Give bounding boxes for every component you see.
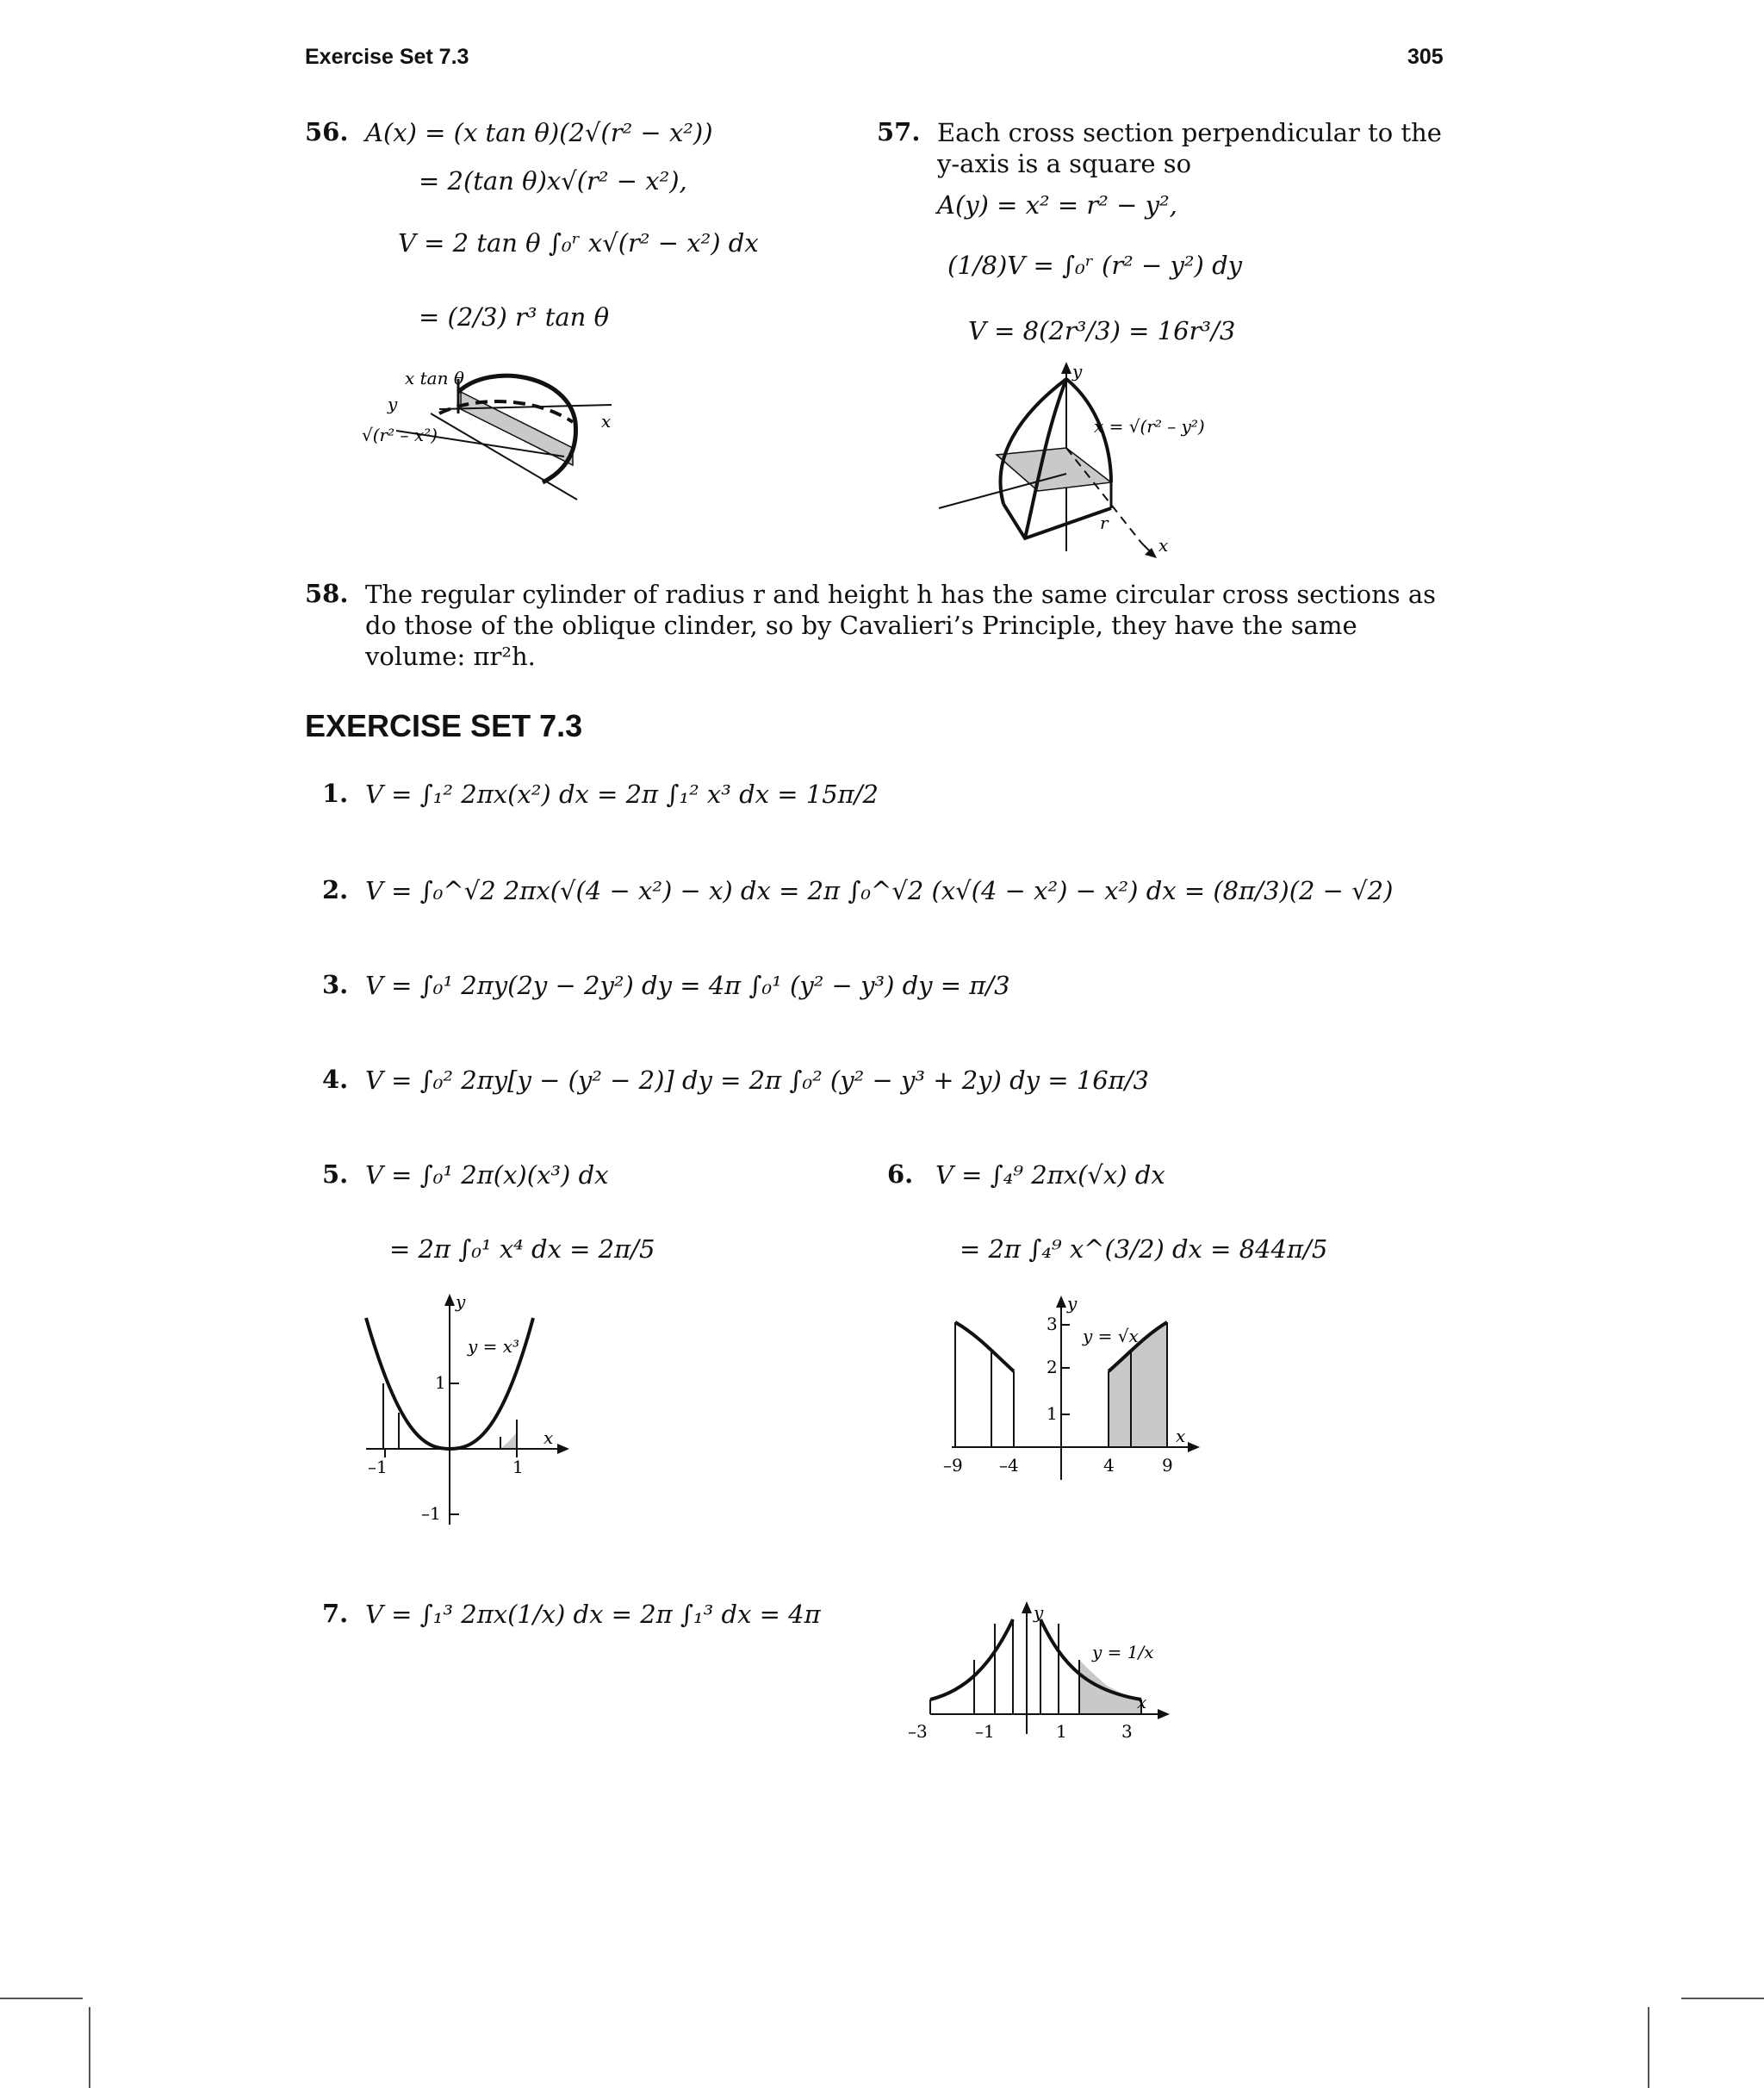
problem-56-number: 56. [305,117,349,146]
problem-57-line-4: (1/8)V = ∫₀ʳ (r² − y²) dy [947,251,1243,280]
exercise-6-number: 6. [887,1159,914,1189]
exercise-5-line-1: V = ∫₀¹ 2π(x)(x³) dx [365,1160,609,1190]
label-x: x [601,411,612,432]
xtick-minus-9: –9 [943,1455,963,1476]
tick-2: 2 [1047,1357,1058,1377]
label-y: y [1072,361,1083,382]
problem-56-line-4: = (2/3) r³ tan θ [419,302,610,332]
xtick-minus-1: –1 [368,1457,388,1477]
exercise-7-number: 7. [322,1599,349,1628]
label-y: y [1067,1293,1078,1314]
problem-56-line-1: A(x) = (x tan θ)(2√(r² − x²)) [365,118,713,147]
exercise-7-equation: V = ∫₁³ 2πx(1/x) dx = 2π ∫₁³ dx = 4π [365,1600,821,1629]
label-curve-eq: x = √(r² – y²) [1094,416,1205,437]
figure-6-graph [935,1292,1210,1499]
label-y: y [388,394,398,414]
tick-3: 3 [1047,1314,1058,1334]
exercise-5-number: 5. [322,1159,349,1189]
problem-57-line-3: A(y) = x² = r² − y², [937,190,1177,220]
xtick-minus-1: –1 [975,1721,995,1742]
label-x: x [1176,1426,1186,1446]
exercise-2-equation: V = ∫₀^√2 2πx(√(4 − x²) − x) dx = 2π ∫₀^√2 (x√(4 − x²) − x²) dx = (8π/3)(2 − √2) [365,876,1394,905]
section-title: EXERCISE SET 7.3 [305,708,583,743]
square-cross-section [997,448,1111,491]
curve-left-branch [930,1619,1013,1700]
label-y: y [1034,1602,1044,1623]
crop-marks [0,1981,1764,2088]
curve-left-branch [955,1322,1014,1371]
label-r: r [1100,513,1109,533]
xtick-minus-4: –4 [999,1455,1019,1476]
label-x: x [1137,1692,1147,1712]
exercise-4-number: 4. [322,1065,349,1094]
tick-minus-1: –1 [421,1503,441,1524]
tick-1: 1 [435,1372,446,1393]
problem-58-text: The regular cylinder of radius r and height h has the same circular cross sections as do those of the oblique clinder, so by Cavalieri’s Principle, they have the same volume: πr²h. [365,580,1437,671]
problem-56-line-3: V = 2 tan θ ∫₀ʳ x√(r² − x²) dx [398,228,759,258]
exercise-6-line-2: = 2π ∫₄⁹ x^(3/2) dx = 844π/5 [960,1234,1328,1264]
problem-57-line-5: V = 8(2r³/3) = 16r³/3 [968,316,1236,345]
label-curve: y = x³ [468,1336,520,1357]
label-curve: y = √x [1083,1326,1139,1346]
label-x-tan-theta: x tan θ [405,368,464,388]
problem-57-number: 57. [877,117,921,146]
exercise-5-line-2: = 2π ∫₀¹ x⁴ dx = 2π/5 [389,1234,655,1264]
exercise-1-number: 1. [322,779,349,808]
problem-57-line-1: Each cross section perpendicular to the [937,118,1442,147]
label-sqrt: √(r² – x²) [362,425,438,445]
exercise-3-number: 3. [322,970,349,999]
exercise-6-line-1: V = ∫₄⁹ 2πx(√x) dx [935,1160,1165,1190]
figure-5-graph [349,1292,573,1533]
xtick-1: 1 [512,1457,524,1477]
xtick-1: 1 [1056,1721,1067,1742]
problem-58-number: 58. [305,579,349,608]
xtick-3: 3 [1121,1721,1133,1742]
label-x: x [1158,535,1169,556]
running-header: Exercise Set 7.3 [305,45,469,69]
figure-57-solid [935,362,1219,560]
xtick-4: 4 [1103,1455,1115,1476]
exercise-4-equation: V = ∫₀² 2πy[y − (y² − 2)] dy = 2π ∫₀² (y² − y³ + 2y) dy = 16π/3 [365,1066,1149,1095]
exercise-3-equation: V = ∫₀¹ 2πy(2y − 2y²) dy = 4π ∫₀¹ (y² − y³) dy = π/3 [365,971,1010,1000]
figure-7-graph [896,1598,1180,1749]
xtick-9: 9 [1162,1455,1173,1476]
xtick-minus-3: –3 [908,1721,928,1742]
tick-1: 1 [1047,1403,1058,1424]
exercise-1-equation: V = ∫₁² 2πx(x²) dx = 2π ∫₁² x³ dx = 15π/2 [365,780,879,809]
label-curve: y = 1/x [1092,1642,1154,1662]
exercise-2-number: 2. [322,875,349,904]
page-number: 305 [1407,45,1444,69]
problem-57-line-2: y-axis is a square so [937,149,1192,178]
label-x: x [543,1427,554,1448]
figure-56-wedge [362,362,612,508]
problem-56-line-2: = 2(tan θ)x√(r² − x²), [419,166,687,196]
label-y: y [456,1291,466,1312]
